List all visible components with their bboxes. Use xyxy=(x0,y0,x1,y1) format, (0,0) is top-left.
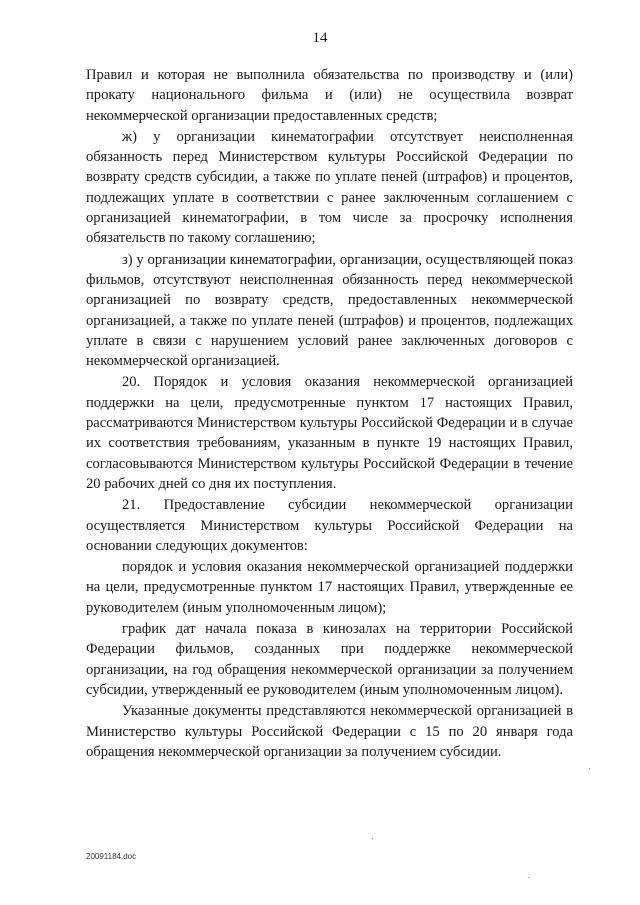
paragraph-document-1: порядок и условия оказания некоммерческой организацией поддержки на цели, предусмотренные пунктом 17 настоящих Правил, утвержденные ее руководителем (иным уполномоченным лицом); xyxy=(86,559,573,616)
footer-filename: 20091184.doc xyxy=(86,852,137,861)
paragraph-submission: Указанные документы представляются некоммерческой организацией в Министерство культуры Российской Федерации с 15 по 20 января года обращения некоммерческой организации за получением субсидии. xyxy=(86,703,573,760)
paragraph-item-z: з) у организации кинематографии, организации, осуществляющей показ фильмов, отсутствуют неисполненная обязанность перед некоммерческой организацией по возврату средств, предоставленных некоммерческой организацией, а также по уплате пеней (штрафов) и процентов, подлежащих уплате в связи с нарушением условий ранее заключенных договоров с некоммерческой организацией. xyxy=(86,251,573,370)
document-body xyxy=(86,65,573,763)
scan-speck xyxy=(372,838,373,839)
paragraph-item-zh: ж) у организации кинематографии отсутствует неисполненная обязанность перед Министерством культуры Российской Федерации по возврату средств субсидии, а также по уплате пеней (штрафов) и процентов, подлежащих уплате в соответствии с ранее заключенным соглашением с организацией кинематографии, в том числе за просрочку исполнения обязательств по такому соглашению; xyxy=(86,128,573,247)
paragraph-continuation: Правил и которая не выполнила обязательства по производству и (или) прокату национального фильма и (или) не осуществила возврат некоммерческой организации предоставленных средств; xyxy=(86,67,573,124)
page-number: 14 xyxy=(312,30,328,46)
paragraph-clause-21: 21. Предоставление субсидии некоммерческой организации осуществляется Министерством культуры Российской Федерации на основании следующих документов: xyxy=(86,497,573,554)
scan-speck xyxy=(528,877,529,878)
paragraph-clause-20: 20. Порядок и условия оказания некоммерческой организацией поддержки на цели, предусмотренные пунктом 17 настоящих Правил, рассматриваются Министерством культуры Российской Федерации и в случае их соответствия требованиям, указанным в пункте 19 настоящих Правил, согласовываются Министерством культуры Российской Федерации в течение 20 рабочих дней со дня их поступления. xyxy=(86,374,573,492)
paragraph-document-2: график дат начала показа в кинозалах на территории Российской Федерации фильмов, созданных при поддержке некоммерческой организации, на год обращения некоммерческой организации за получением субсидии, утвержденный ее руководителем (иным уполномоченным лицом). xyxy=(86,621,573,698)
scan-speck xyxy=(589,768,590,769)
